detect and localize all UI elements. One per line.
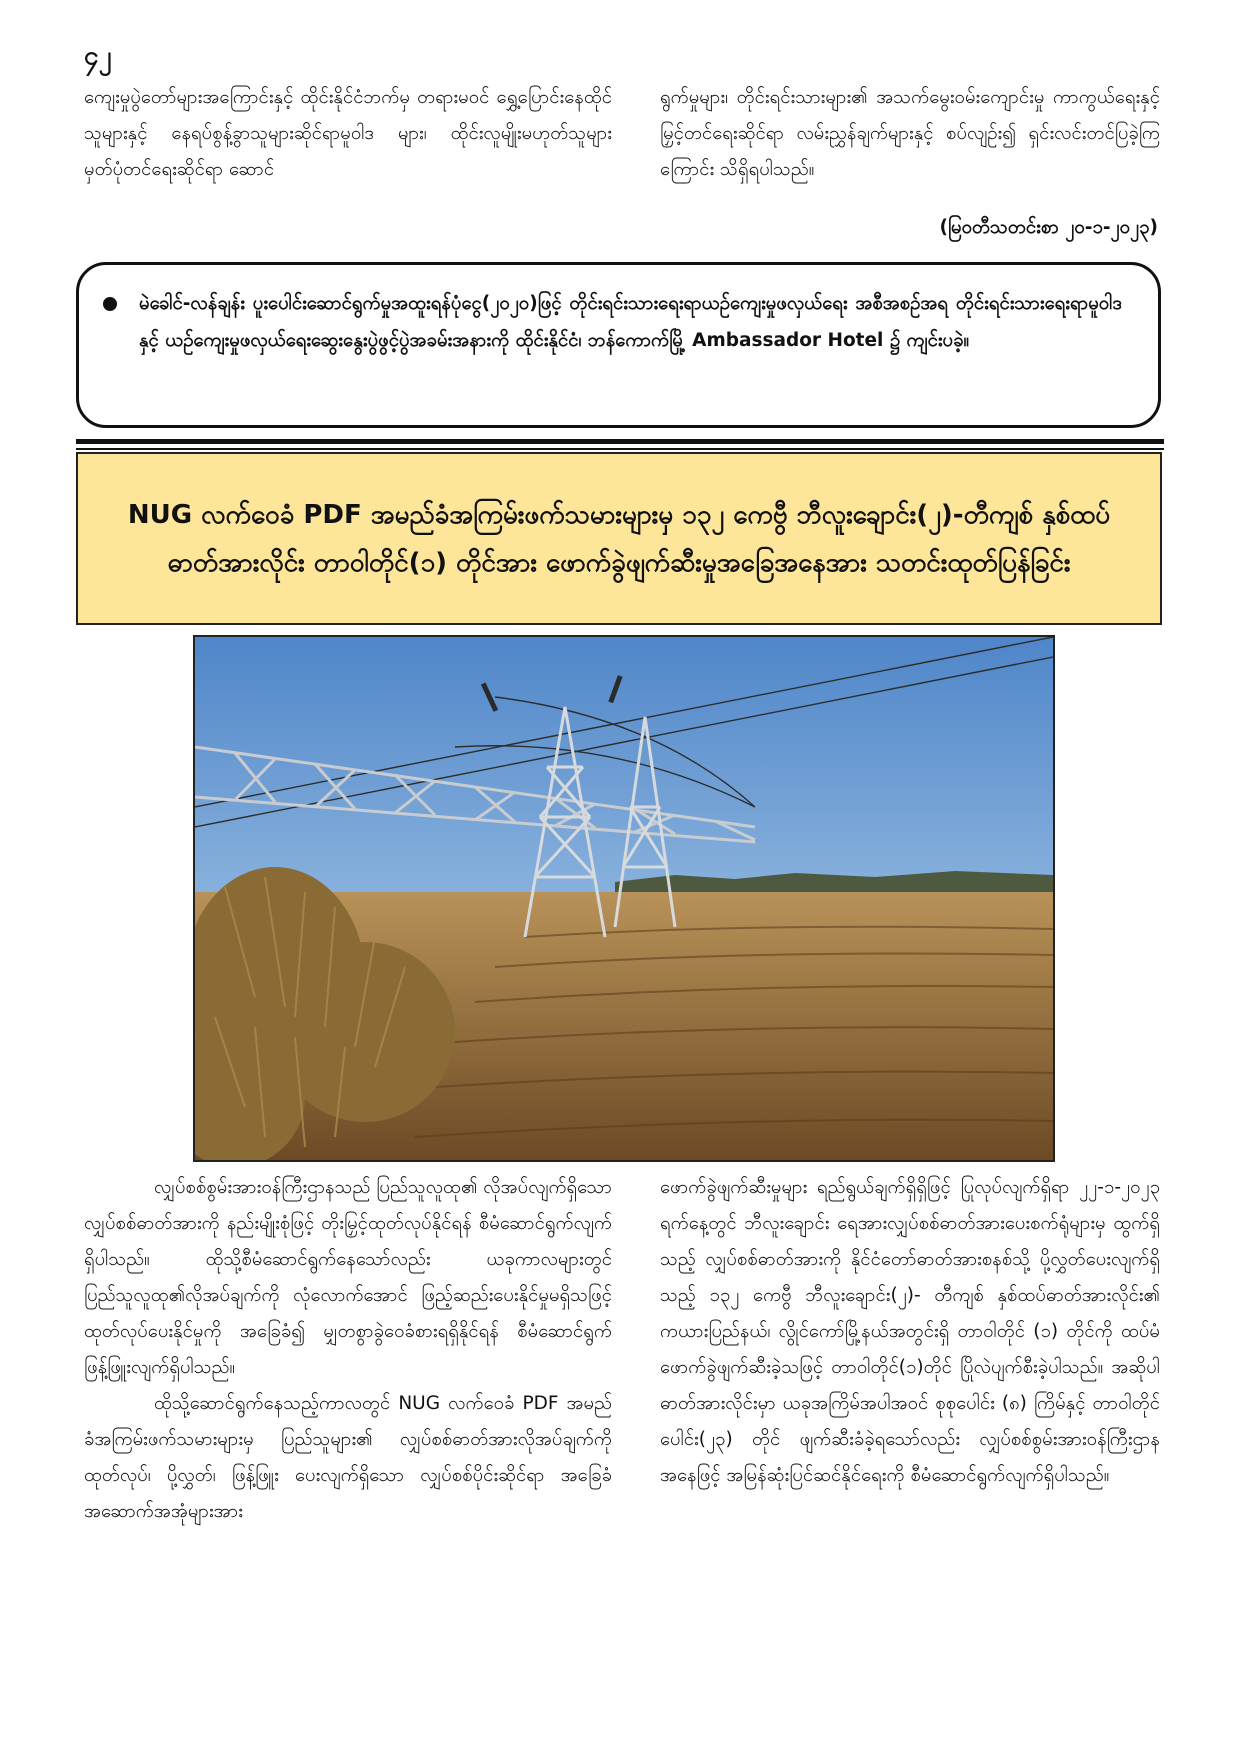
article-paragraph: ထိုသို့ဆောင်ရွက်နေသည့်ကာလတွင် NUG လက်ဝေခံ PDF အမည်ခံအကြမ်းဖက်သမားများမှ ပြည်သူများ၏ လျှပ်စစ်ဓာတ်အားလိုအပ်ချက်ကို ထုတ်လုပ်၊ ပို့လွှတ်၊ ဖြန့်ဖြူး ပေးလျက်ရှိသော လျှပ်စစ်ပိုင်းဆိုင်ရာ အခြေခံအဆောက်အအုံများအား [84, 1393, 612, 1522]
article-left-column [84, 1170, 612, 1530]
headline-text: NUG လက်ဝေခံ PDF အမည်ခံအကြမ်းဖက်သမားများမှ ၁၃၂ ကေဗွီ ဘီလူးချောင်း(၂)-တီကျစ် နှစ်ထပ်ဓာတ်အားလိုင်း တာဝါတိုင်(၁) တိုင်အား ဖောက်ခွဲဖျက်ဆီးမှုအခြေအနေအား သတင်းထုတ်ပြန်ခြင်း [127, 499, 1111, 578]
source-citation: (မြဝတီသတင်းစာ ၂၀-၁-၂၀၂၃) [939, 217, 1158, 238]
intro-right-column [660, 80, 1160, 188]
article-paragraph: ဖောက်ခွဲဖျက်ဆီးမှုများ ရည်ရွယ်ချက်ရှိရှိဖြင့် ပြုလုပ်လျက်ရှိရာ ၂၂-၁-၂၀၂၃ ရက်နေ့တွင် ဘီလူးချောင်း ရေအားလျှပ်စစ်ဓာတ်အားပေးစက်ရုံများမှ ထွက်ရှိသည့် လျှပ်စစ်ဓာတ်အားကို နိုင်ငံတော်ဓာတ်အားစနစ်သို့ ပို့လွှတ်ပေးလျက်ရှိသည့် ၁၃၂ ကေဗွီ ဘီလူးချောင်း(၂)- တီကျစ် နှစ်ထပ်ဓာတ်အားလိုင်း၏ ကယားပြည်နယ်၊ လွိုင်ကော်မြို့နယ်အတွင်းရှိ တာဝါတိုင် (၁) တိုင်ကို ထပ်မံဖောက်ခွဲဖျက်ဆီးခဲ့သဖြင့် တာဝါတိုင်(၁)တိုင် ပြိုလဲပျက်စီးခဲ့ပါသည်။ အဆိုပါဓာတ်အားလိုင်းမှာ ယခုအကြိမ်အပါအဝင် စုစုပေါင်း (၈) ကြိမ်နှင့် တာဝါတိုင်ပေါင်း(၂၃) တိုင် ဖျက်ဆီးခံခဲ့ရသော်လည်း လျှပ်စစ်စွမ်းအားဝန်ကြီးဌာနအနေဖြင့် အမြန်ဆုံးပြင်ဆင်နိုင်ရေးကို စီမံဆောင်ရွက်လျက်ရှိပါသည်။ [660, 1177, 1160, 1486]
article-right-column [660, 1170, 1160, 1494]
bullet-news-box [76, 262, 1161, 428]
article-paragraph: လျှပ်စစ်စွမ်းအားဝန်ကြီးဌာနသည် ပြည်သူလူထု၏ လိုအပ်လျက်ရှိသော လျှပ်စစ်ဓာတ်အားကို နည်းမျိုးစုံဖြင့် တိုးမြှင့်ထုတ်လုပ်နိုင်ရန် စီမံဆောင်ရွက်လျက်ရှိပါသည်။ ထိုသို့စီမံဆောင်ရွက်နေသော်လည်း ယခုကာလများတွင် ပြည်သူလူထု၏လိုအပ်ချက်ကို လုံလောက်အောင် ဖြည့်ဆည်းပေးနိုင်မှုမရှိသဖြင့် ထုတ်လုပ်ပေးနိုင်မှုကို အခြေခံ၍ မျှတစွာခွဲဝေခံစားရရှိနိုင်ရန် စီမံဆောင်ရွက်ဖြန့်ဖြူးလျက်ရှိပါသည်။ [84, 1177, 612, 1378]
bullet-news-text: မဲခေါင်-လန်ချန်း ပူးပေါင်းဆောင်ရွက်မှုအထူးရန်ပုံငွေ(၂၀၂၀)ဖြင့် တိုင်းရင်းသားရေးရာယဉ်ကျေးမှုဖလှယ်ရေး အစီအစဉ်အရ တိုင်းရင်းသားရေးရာမူဝါဒနှင့် ယဉ်ကျေးမှုဖလှယ်ရေးဆွေးနွေးပွဲဖွင့်ပွဲအခမ်းအနားကို ထိုင်းနိုင်ငံ၊ ဘန်ကောက်မြို့ Ambassador Hotel ၌ ကျင်းပခဲ့။ [139, 293, 1122, 351]
intro-right-text: ရွက်မှုများ၊ တိုင်းရင်းသားများ၏ အသက်မွေးဝမ်းကျောင်းမှု ကာကွယ်ရေးနှင့် မြှင့်တင်ရေးဆိုင်ရာ လမ်းညွှန်ချက်များနှင့် စပ်လျဉ်း၍ ရှင်းလင်းတင်ပြခဲ့ကြကြောင်း သိရှိရပါသည်။ [660, 87, 1160, 180]
section-divider [76, 439, 1164, 444]
intro-left-text: ကျေးမှုပွဲတော်များအကြောင်းနှင့် ထိုင်းနိုင်ငံဘက်မှ တရားမဝင် ရွှေ့ပြောင်းနေထိုင်သူများနှင့် နေရပ်စွန့်ခွာသူများဆိုင်ရာမူဝါဒ များ၊ ထိုင်းလူမျိုးမဟုတ်သူများ မှတ်ပုံတင်ရေးဆိုင်ရာ ဆောင် [84, 87, 612, 180]
section-divider-thin [76, 448, 1164, 450]
bullet-icon [103, 297, 117, 311]
collapsed-power-tower-photo [193, 635, 1055, 1162]
headline-box [76, 452, 1162, 625]
page-number: ၄၂ [84, 41, 112, 71]
intro-left-column [84, 80, 612, 188]
